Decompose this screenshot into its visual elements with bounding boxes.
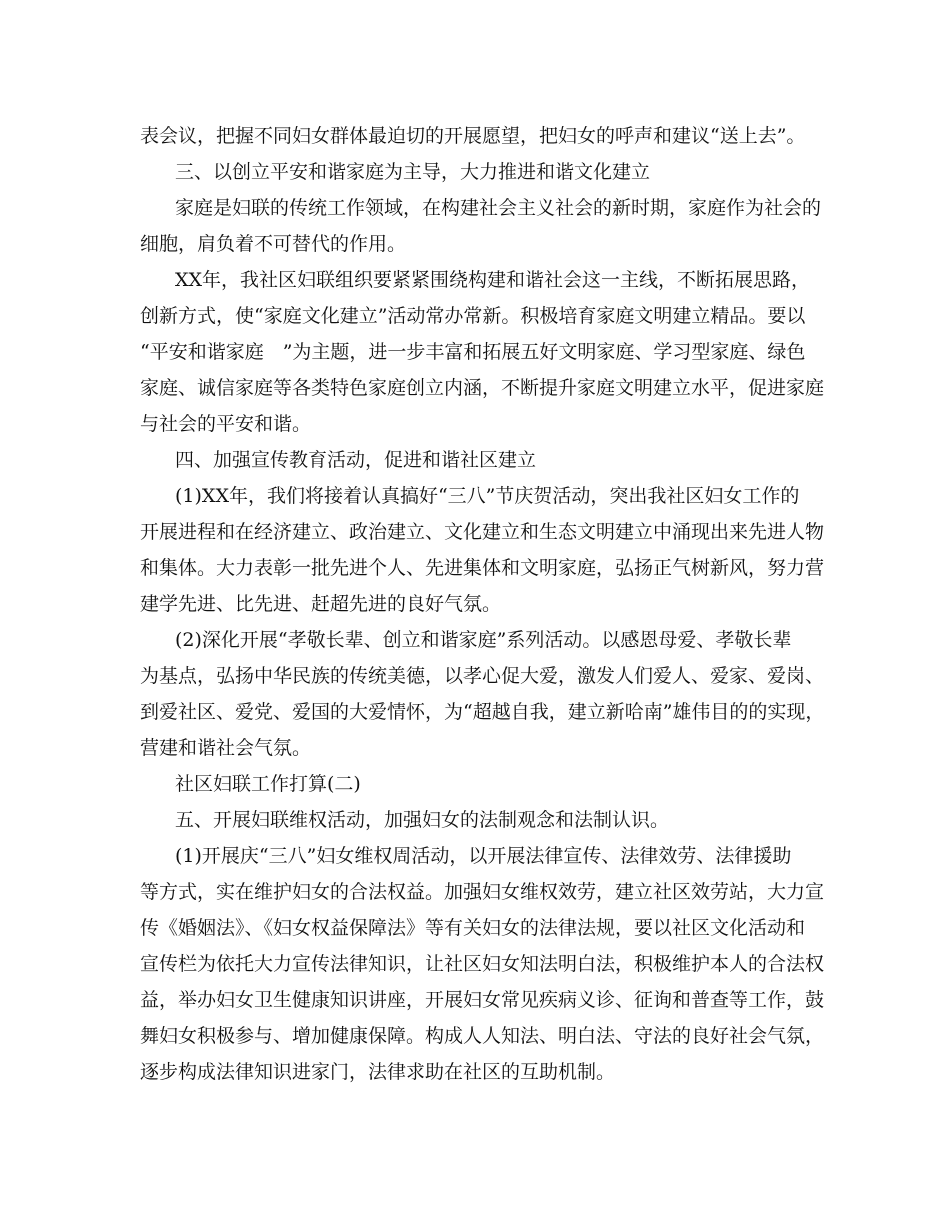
text-line: 宣传栏为依托大力宣传法律知识，让社区妇女知法明白法，积极维护本人的合法权	[140, 953, 825, 975]
text-line: 开展进程和在经济建立、政治建立、文化建立和生态文明建立中涌现出来先进人物	[140, 521, 825, 543]
text-line: 舞妇女积极参与、增加健康保障。构成人人知法、明白法、守法的良好社会气氛，	[140, 1025, 825, 1047]
text-line: 为基点，弘扬中华民族的传统美德，以孝心促大爱，激发人们爱人、爱家、爱岗、	[140, 665, 825, 687]
text-line: 表会议，把握不同妇女群体最迫切的开展愿望，把妇女的呼声和建议“送上去”。	[140, 125, 806, 147]
text-line: “平安和谐家庭 ”为主题，进一步丰富和拓展五好文明家庭、学习型家庭、绿色	[140, 341, 806, 363]
text-line: 到爱社区、爱党、爱国的大爱情怀，为“超越自我，建立新哈南”雄伟目的的实现，	[140, 701, 825, 723]
text-line: (1)开展庆“三八”妇女维权周活动，以开展法律宣传、法律效劳、法律援助	[175, 845, 792, 867]
text-line: 营建和谐社会气氛。	[140, 737, 312, 759]
text-line: 传《婚姻法》、《妇女权益保障法》等有关妇女的法律法规，要以社区文化活动和	[140, 917, 806, 939]
text-line: 逐步构成法律知识进家门，法律求助在社区的互助机制。	[140, 1061, 616, 1083]
text-line: 创新方式，使“家庭文化建立”活动常办常新。积极培育家庭文明建立精品。要以	[140, 305, 806, 327]
section-heading: 四、加强宣传教育活动，促进和谐社区建立	[175, 449, 537, 471]
section-heading: 社区妇联工作打算(二)	[175, 773, 361, 795]
text-line: 家庭、诚信家庭等各类特色家庭创立内涵，不断提升家庭文明建立水平，促进家庭	[140, 377, 825, 399]
text-line: 等方式，实在维护妇女的合法权益。加强妇女维权效劳，建立社区效劳站，大力宣	[140, 881, 825, 903]
text-line: 益，举办妇女卫生健康知识讲座，开展妇女常见疾病义诊、征询和普查等工作，鼓	[140, 989, 825, 1011]
text-line: 建学先进、比先进、赶超先进的良好气氛。	[140, 593, 502, 615]
section-heading: 五、开展妇联维权活动，加强妇女的法制观念和法制认识。	[175, 809, 670, 831]
text-line: 和集体。大力表彰一批先进个人、先进集体和文明家庭，弘扬正气树新风，努力营	[140, 557, 825, 579]
text-line: 细胞，肩负着不可替代的作用。	[140, 233, 407, 255]
section-heading: 三、以创立平安和谐家庭为主导，大力推进和谐文化建立	[175, 161, 651, 183]
text-line: XX年，我社区妇联组织要紧紧围绕构建和谐社会这一主线，不断拓展思路，	[175, 269, 811, 291]
text-line: 与社会的平安和谐。	[140, 413, 312, 435]
text-line: 家庭是妇联的传统工作领域，在构建社会主义社会的新时期，家庭作为社会的	[175, 197, 822, 219]
text-line: (1)XX年，我们将接着认真搞好“三八”节庆贺活动，突出我社区妇女工作的	[175, 485, 800, 507]
text-line: (2)深化开展“孝敬长辈、创立和谐家庭”系列活动。以感恩母爱、孝敬长辈	[175, 629, 792, 651]
